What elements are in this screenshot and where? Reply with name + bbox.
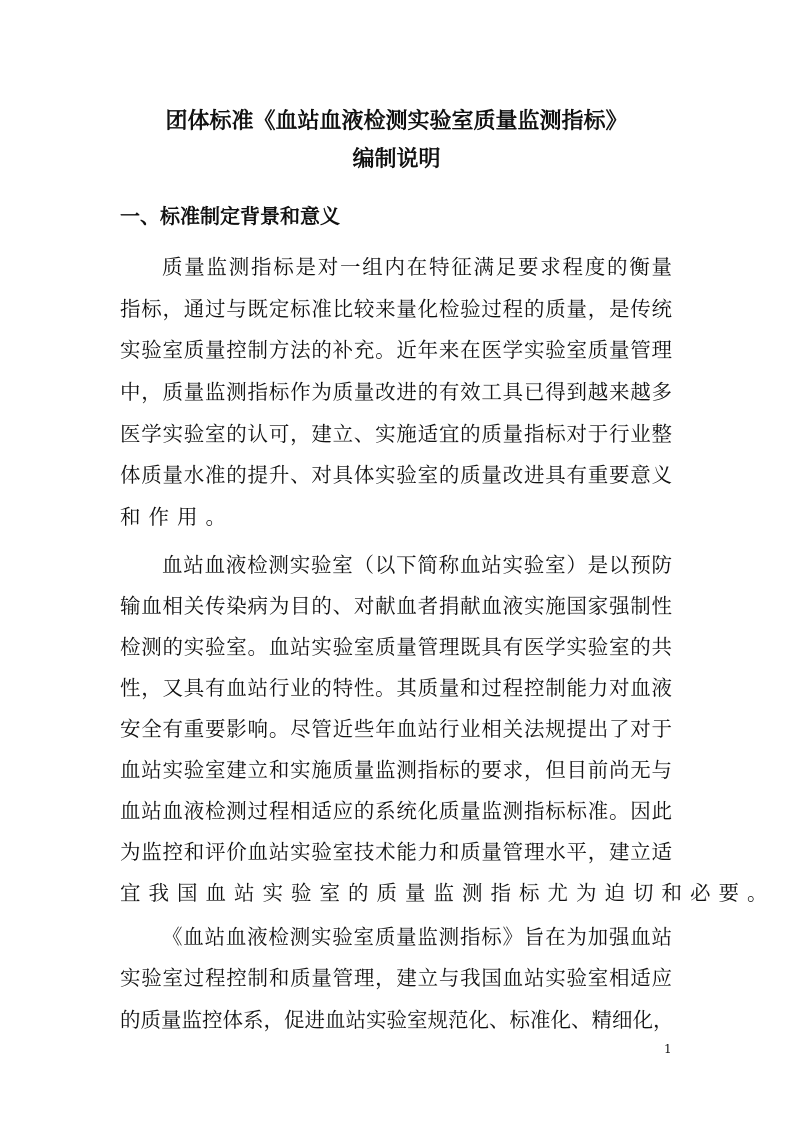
paragraph-3-line: 《血站血液检测实验室质量监测指标》旨在为加强血站 <box>162 925 672 949</box>
paragraph-2-line: 血站血液检测实验室（以下简称血站实验室）是以预防 <box>162 553 672 577</box>
paragraph-2-line: 输血相关传染病为目的、对献血者捐献血液实施国家强制性 <box>120 594 672 618</box>
paragraph-3-line: 的质量监控体系，促进血站实验室规范化、标准化、精细化， <box>120 1008 674 1032</box>
section-heading: 一、标准制定背景和意义 <box>120 204 340 228</box>
paragraph-2-line: 血站实验室建立和实施质量监测指标的要求，但目前尚无与 <box>120 758 672 782</box>
paragraph-1-line: 指标，通过与既定标准比较来量化检验过程的质量，是传统 <box>120 297 672 321</box>
document-title: 团体标准《血站血液检测实验室质量监测指标》 <box>165 109 628 134</box>
paragraph-1-line: 中，质量监测指标作为质量改进的有效工具已得到越来越多 <box>120 380 672 404</box>
paragraph-2-line: 安全有重要影响。尽管近些年血站行业相关法规提出了对于 <box>120 717 672 741</box>
paragraph-1-line: 和作用。 <box>120 505 234 529</box>
paragraph-2-line: 性，又具有血站行业的特性。其质量和过程控制能力对血液 <box>120 676 672 700</box>
paragraph-1-line: 体质量水准的提升、对具体实验室的质量改进具有重要意义 <box>120 463 672 487</box>
paragraph-1-line: 质量监测指标是对一组内在特征满足要求程度的衡量 <box>162 255 672 279</box>
document-subtitle: 编制说明 <box>352 147 441 172</box>
paragraph-2-line: 宜我国血站实验室的质量监测指标尤为迫切和必要。 <box>120 881 776 905</box>
paragraph-2-line: 血站血液检测过程相适应的系统化质量监测指标标准。因此 <box>120 799 672 823</box>
paragraph-2-line: 检测的实验室。血站实验室质量管理既具有医学实验室的共 <box>120 635 672 659</box>
paragraph-2-line: 为监控和评价血站实验室技术能力和质量管理水平，建立适 <box>120 840 672 864</box>
paragraph-1-line: 医学实验室的认可，建立、实施适宜的质量指标对于行业整 <box>120 422 672 446</box>
paragraph-1-line: 实验室质量控制方法的补充。近年来在医学实验室质量管理 <box>120 338 672 362</box>
paragraph-3-line: 实验室过程控制和质量管理，建立与我国血站实验室相适应 <box>120 966 672 990</box>
page-number: 1 <box>664 1042 672 1056</box>
